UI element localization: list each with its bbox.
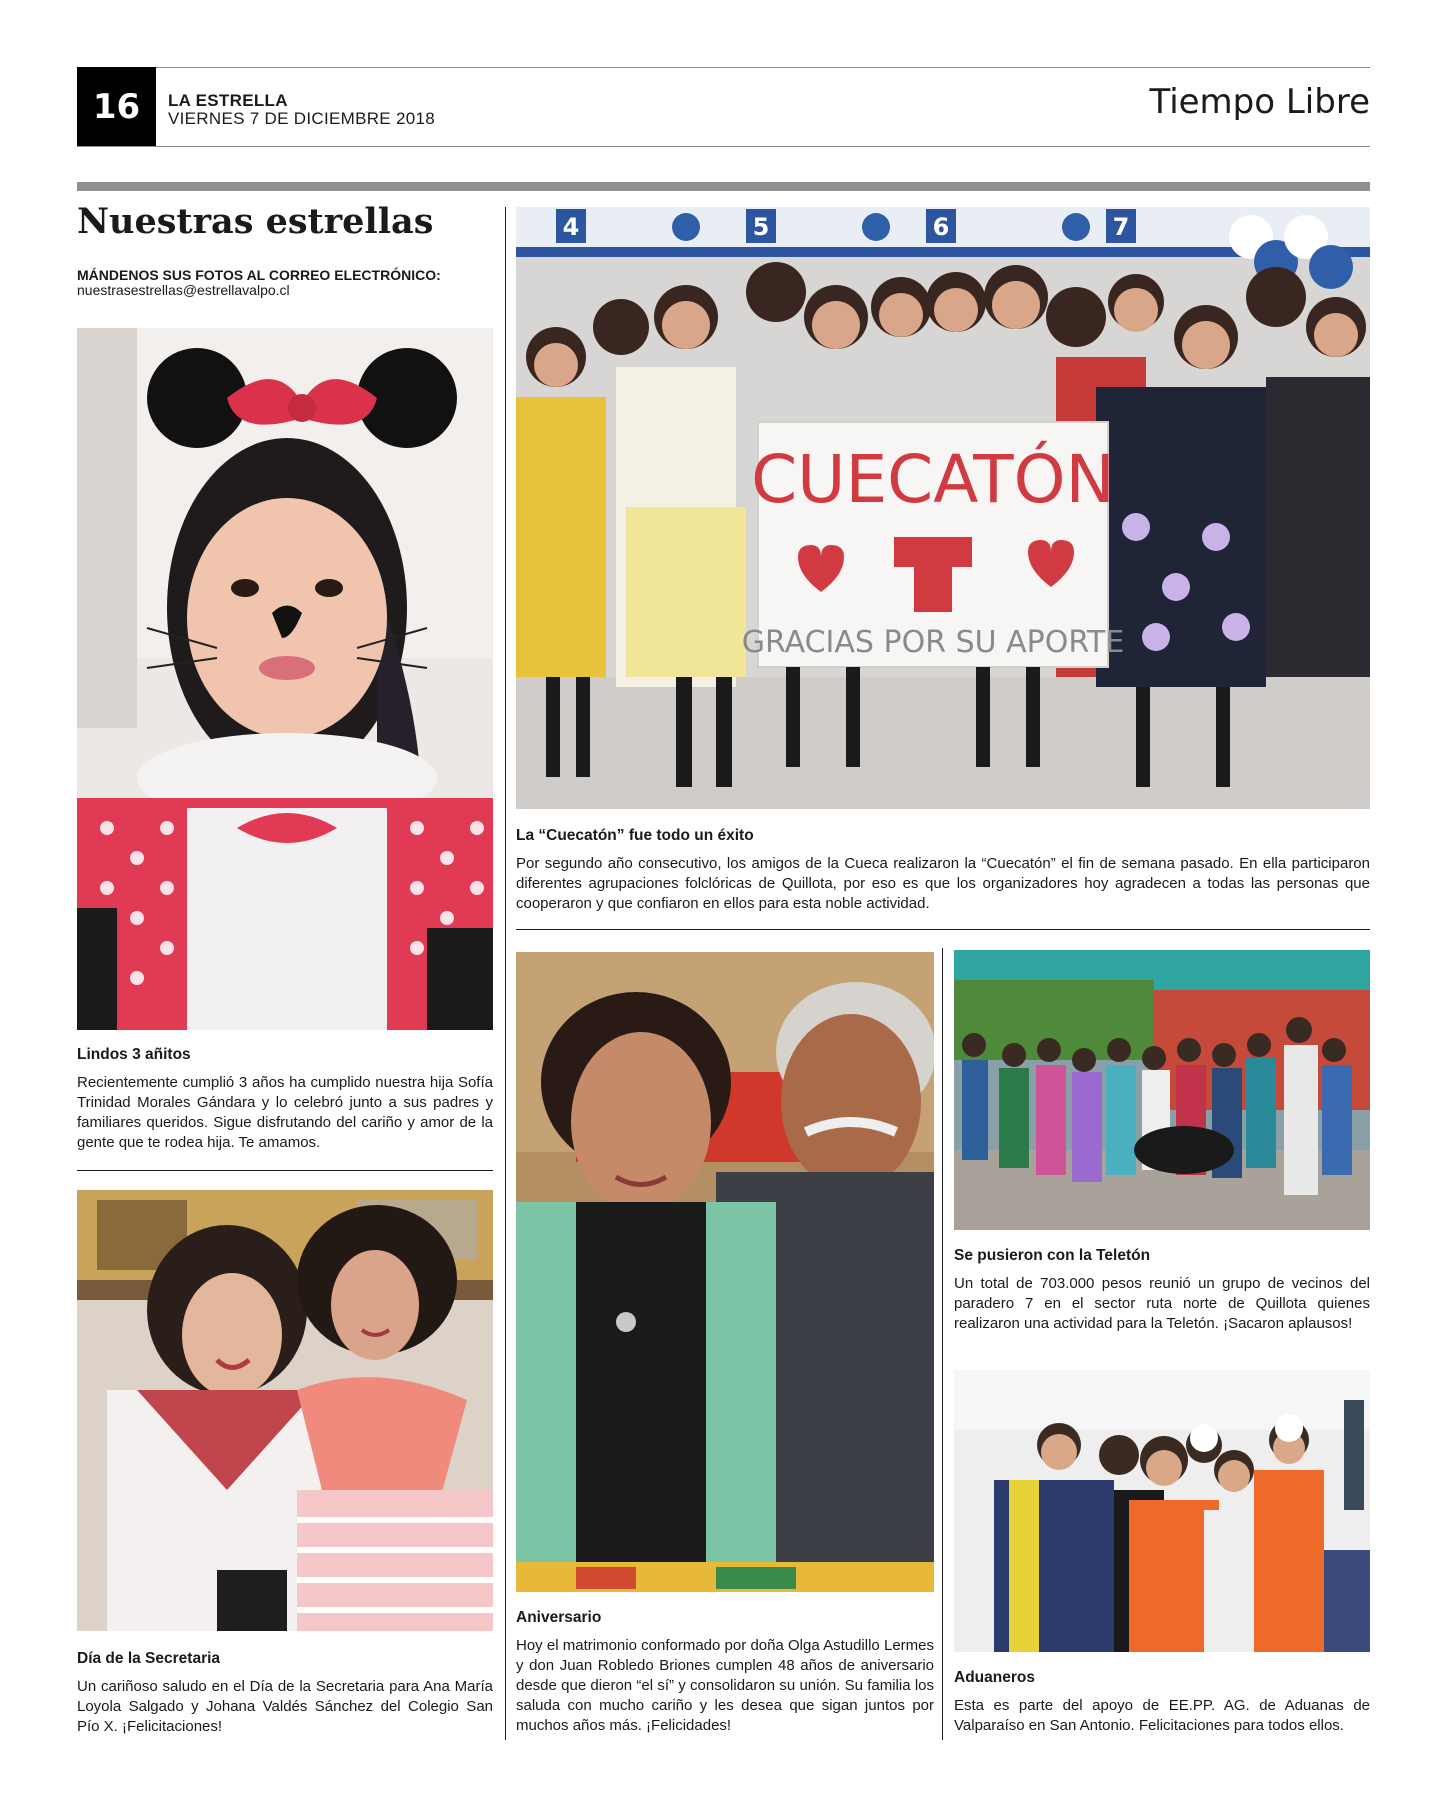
- story-secretaria-title: Día de la Secretaria: [77, 1650, 221, 1667]
- photo-girl-minnie-costume: [77, 328, 493, 1030]
- aisle-number-4: 4: [562, 213, 580, 241]
- header-bottom-rule: [77, 146, 1370, 147]
- sign-subtitle: GRACIAS POR SU APORTE: [741, 625, 1125, 660]
- photo-aduaneros-group: [954, 1370, 1370, 1652]
- story-secretaria-body: Un cariñoso saludo en el Día de la Secretaria para Ana María Loyola Salgado y Johana Valdés Sánchez del Colegio San Pío X. ¡Felicitaciones!: [77, 1678, 493, 1735]
- issue-date: VIERNES 7 DE DICIEMBRE 2018: [168, 109, 435, 128]
- story-aduaneros-body: Esta es parte del apoyo de EE.PP. AG. de Aduanas de Valparaíso en San Antonio. Felicitaciones para todos ellos.: [954, 1697, 1370, 1734]
- photo-cuecaton-group: [516, 207, 1370, 809]
- page-title: Nuestras estrellas: [77, 201, 434, 242]
- aisle-number-6: 6: [932, 213, 950, 241]
- photo-aniversario-couple: [516, 952, 934, 1592]
- story-aniversario-body: Hoy el matrimonio conformado por doña Olga Astudillo Lermes y don Juan Robledo Briones cumplen 48 años de aniversario desde que dieron “el sí” y consolidaron su unión. Su familia los saluda con mucho cariño y les desea que sigan juntos por muchos años más. ¡Felicidades!: [516, 1637, 934, 1734]
- story-separator: [516, 929, 1370, 930]
- story-aduaneros-title: Aduaneros: [954, 1669, 1035, 1686]
- aisle-number-5: 5: [752, 213, 770, 241]
- section-title: Tiempo Libre: [1149, 82, 1370, 122]
- story-anitos-body: Recientemente cumplió 3 años ha cumplido nuestra hija Sofía Trinidad Morales Gándara y lo celebró junto a sus padres y familiares queridos. Sigue disfrutando del cariño y amor de la gente que te rodea hija. Te amamos.: [77, 1074, 493, 1151]
- story-teleton-title: Se pusieron con la Teletón: [954, 1247, 1151, 1264]
- email-label: MÁNDENOS SUS FOTOS AL CORREO ELECTRÓNICO:: [77, 267, 441, 283]
- photo-teleton-neighbors: [954, 950, 1370, 1230]
- story-cuecaton-body: Por segundo año consecutivo, los amigos de la Cueca realizaron la “Cuecatón” el fin de semana pasado. En ella participaron diferentes agrupaciones folclóricas de Quillota, por eso es que los organizadores hoy agradecen a todas las personas que cooperaron y que confiaron en ellos para esta noble actividad.: [516, 855, 1370, 912]
- story-anitos-title: Lindos 3 añitos: [77, 1046, 191, 1063]
- story-aniversario-title: Aniversario: [516, 1609, 602, 1626]
- header-top-rule: [77, 67, 1370, 68]
- photo-dia-secretaria: [77, 1190, 493, 1631]
- section-band: [77, 182, 1370, 191]
- publication-name: LA ESTRELLA: [168, 91, 288, 110]
- sign-title: CUECATÓN: [751, 441, 1115, 518]
- column-divider-left: [505, 207, 506, 1740]
- page-number: 16: [77, 67, 156, 146]
- email-address[interactable]: nuestrasestrellas@estrellavalpo.cl: [77, 282, 290, 298]
- story-separator: [77, 1170, 493, 1171]
- story-cuecaton-title: La “Cuecatón” fue todo un éxito: [516, 827, 754, 844]
- aisle-number-7: 7: [1112, 213, 1130, 241]
- column-divider-right: [942, 948, 943, 1740]
- story-teleton-body: Un total de 703.000 pesos reunió un grupo de vecinos del paradero 7 en el sector ruta norte de Quillota quienes realizaron una actividad para la Teletón. ¡Sacaron aplausos!: [954, 1275, 1370, 1332]
